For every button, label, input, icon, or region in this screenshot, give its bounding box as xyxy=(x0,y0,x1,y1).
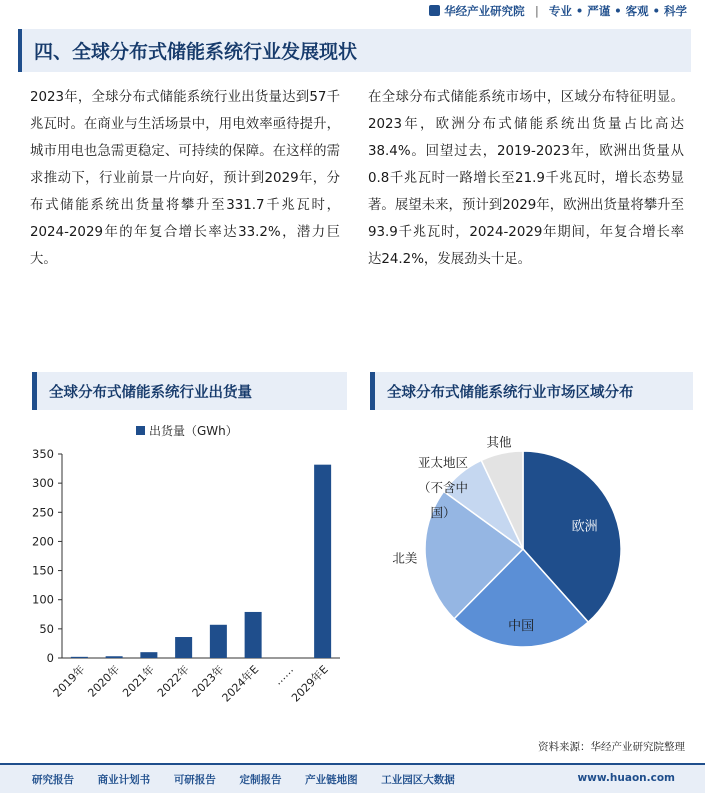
footer-link[interactable]: 研究报告 xyxy=(32,774,74,786)
footer-link[interactable]: 商业计划书 xyxy=(97,774,151,786)
bar xyxy=(210,625,227,658)
slice-label: 其他 xyxy=(486,434,512,450)
brand-logo-icon xyxy=(429,5,440,16)
bar-chart-title: 全球分布式储能系统行业出货量 xyxy=(49,385,252,401)
slice-label: 北美 xyxy=(392,550,418,566)
y-tick-label: 300 xyxy=(32,476,54,491)
legend-label: 出货量（GWh） xyxy=(149,424,238,438)
legend-swatch xyxy=(136,426,145,435)
bar xyxy=(314,465,331,658)
x-tick-label: 2022年 xyxy=(154,662,192,700)
x-tick-label: 2021年 xyxy=(120,662,157,700)
paragraph-left: 2023年，全球分布式储能系统行业出货量达到57千兆瓦时。在商业与生活场景中，用电效率亟待提升，城市用电也急需更稳定、可持续的保障。在这样的需求推动下，行业前景一片向好，预计到2029年，分布式储能系统出货量将攀升至331.7千兆瓦时，2024-2029年的年复合增长率达33.2%，潜力巨大。 xyxy=(30,90,340,267)
pie-chart xyxy=(350,418,705,698)
y-tick-label: 100 xyxy=(32,592,54,607)
bar-chart xyxy=(0,418,350,718)
x-tick-label: 2023年 xyxy=(189,662,227,700)
slice-label: 中国 xyxy=(508,618,535,634)
bar xyxy=(106,656,123,658)
brand-name: 华经产业研究院 xyxy=(444,4,525,18)
footer-links xyxy=(32,772,475,787)
brand-tagline: 专业 • 严谨 • 客观 • 科学 xyxy=(548,4,687,18)
section-title: 四、全球分布式储能系统行业发展现状 xyxy=(34,41,358,63)
y-tick-label: 350 xyxy=(32,447,54,461)
y-tick-label: 250 xyxy=(32,505,54,520)
bar-chart-heading xyxy=(32,372,347,410)
footer-url[interactable]: www.huaon.com xyxy=(577,772,675,784)
slice-label-line: （不含中 xyxy=(417,480,469,495)
top-bar xyxy=(0,0,705,22)
x-tick-label: …… xyxy=(271,662,296,688)
footer-link[interactable]: 工业园区大数据 xyxy=(381,774,455,786)
x-tick-label: 2020年 xyxy=(85,662,123,700)
x-tick-label: 2029年E xyxy=(289,662,331,705)
x-tick-label: 2019年 xyxy=(50,662,88,700)
bar xyxy=(245,612,262,658)
footer-bar xyxy=(0,763,705,793)
pie-chart-heading xyxy=(370,372,693,410)
section-heading xyxy=(18,29,691,72)
footer-link[interactable]: 产业链地图 xyxy=(305,774,358,786)
brand-header: 华经产业研究院 | 专业 • 严谨 • 客观 • 科学 xyxy=(429,3,687,19)
paragraph-right: 在全球分布式储能系统市场中，区域分布特征明显。2023年，欧洲分布式储能系统出货量占比高达38.4%。回望过去，2019-2023年，欧洲出货量从0.8千兆瓦时一路增长至21.9千兆瓦时，增长态势显著。展望未来，预计到2029年，欧洲出货量将攀升至93.9千兆瓦时，2024-2029年期间，年复合增长率达24.2%，发展劲头十足。 xyxy=(368,90,684,267)
y-tick-label: 150 xyxy=(32,563,54,578)
footer-link[interactable]: 定制报告 xyxy=(239,774,282,786)
x-tick-label: 2024年E xyxy=(219,662,262,705)
pie-chart-title: 全球分布式储能系统行业市场区域分布 xyxy=(387,385,634,401)
slice-label-line: 国） xyxy=(430,505,456,520)
slice-label-line: 亚太地区 xyxy=(417,455,469,470)
bar xyxy=(175,637,192,658)
source-note: 资料来源：华经产业研究院整理 xyxy=(538,741,685,753)
y-tick-label: 0 xyxy=(46,651,54,665)
slice-label: 欧洲 xyxy=(571,519,598,535)
y-tick-label: 50 xyxy=(39,621,54,636)
footer-link[interactable]: 可研报告 xyxy=(173,774,216,786)
bar xyxy=(140,652,157,658)
y-tick-label: 200 xyxy=(32,534,54,549)
bar xyxy=(71,657,88,658)
